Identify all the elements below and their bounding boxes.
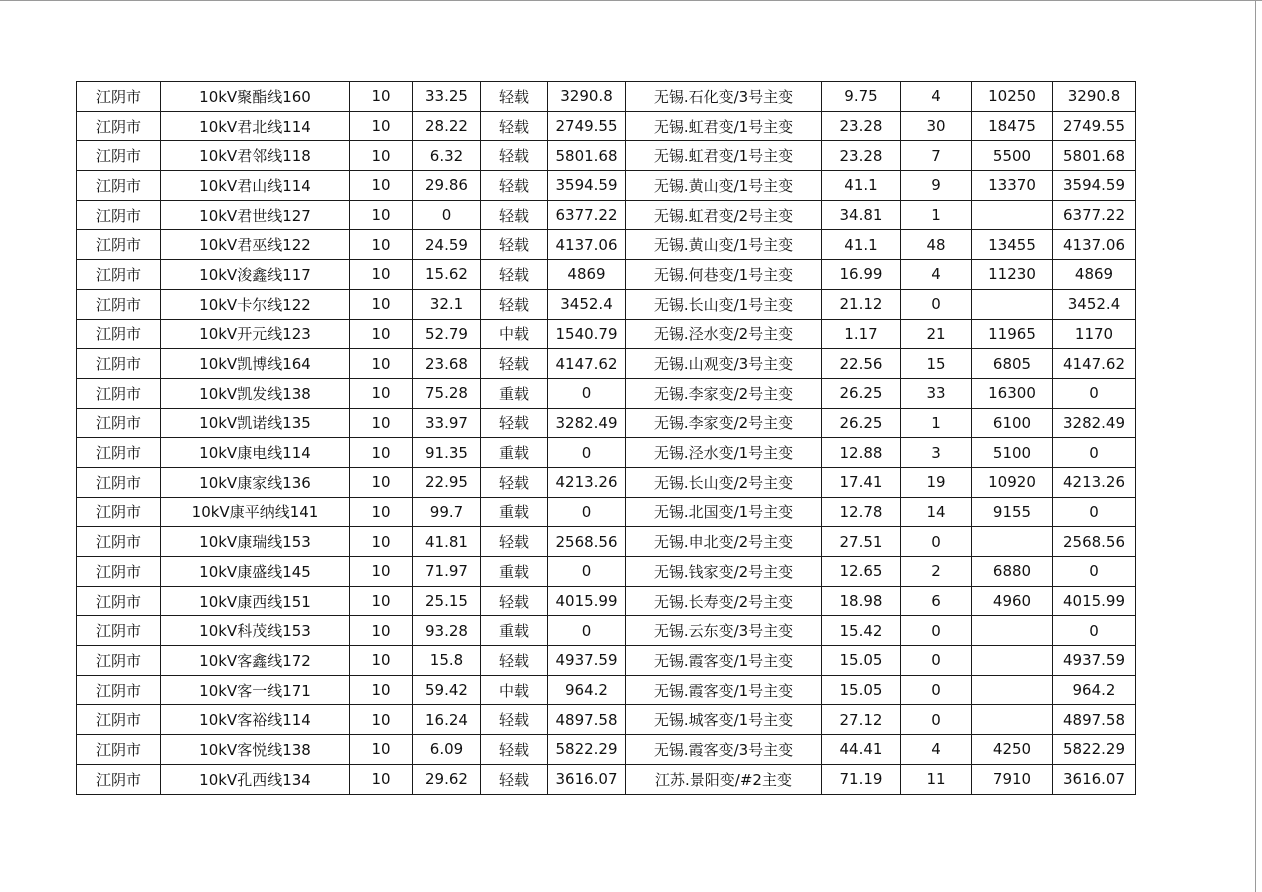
main-transformer-cell: 无锡.霞客变/3号主变 (626, 735, 822, 765)
table-row (77, 616, 1136, 646)
transformer-rate-cell: 23.28 (822, 141, 901, 171)
capacity-cell: 2749.55 (548, 111, 626, 141)
transformer-rate-cell: 27.51 (822, 527, 901, 557)
load-status-cell: 轻载 (481, 705, 548, 735)
rated-capacity-cell: 6805 (972, 349, 1053, 379)
load-rate-cell: 32.1 (413, 289, 481, 319)
rated-capacity-cell: 5100 (972, 438, 1053, 468)
voltage-cell: 10 (350, 349, 413, 379)
main-transformer-cell: 无锡.长山变/1号主变 (626, 289, 822, 319)
capacity-cell: 4015.99 (548, 586, 626, 616)
count-cell: 11 (901, 764, 972, 794)
table-row (77, 289, 1136, 319)
load-rate-cell: 52.79 (413, 319, 481, 349)
capacity-cell: 3616.07 (548, 764, 626, 794)
rated-capacity-cell: 13370 (972, 171, 1053, 201)
table-row (77, 586, 1136, 616)
feeder-line-cell: 10kV康家线136 (161, 467, 350, 497)
feeder-line-cell: 10kV聚酯线160 (161, 82, 350, 112)
city-cell: 江阴市 (77, 646, 161, 676)
available-capacity-cell: 964.2 (1053, 675, 1136, 705)
load-rate-cell: 0 (413, 200, 481, 230)
feeder-line-cell: 10kV康瑞线153 (161, 527, 350, 557)
main-transformer-cell: 无锡.长山变/2号主变 (626, 467, 822, 497)
load-rate-cell: 29.62 (413, 764, 481, 794)
capacity-cell: 3594.59 (548, 171, 626, 201)
voltage-cell: 10 (350, 467, 413, 497)
city-cell: 江阴市 (77, 260, 161, 290)
load-status-cell: 轻载 (481, 141, 548, 171)
city-cell: 江阴市 (77, 349, 161, 379)
page-right-border (1255, 0, 1256, 892)
rated-capacity-cell (972, 200, 1053, 230)
load-rate-cell: 29.86 (413, 171, 481, 201)
available-capacity-cell: 5822.29 (1053, 735, 1136, 765)
table-row (77, 378, 1136, 408)
city-cell: 江阴市 (77, 735, 161, 765)
capacity-cell: 3282.49 (548, 408, 626, 438)
rated-capacity-cell: 9155 (972, 497, 1053, 527)
table-row (77, 705, 1136, 735)
voltage-cell: 10 (350, 111, 413, 141)
load-rate-cell: 59.42 (413, 675, 481, 705)
count-cell: 0 (901, 289, 972, 319)
table-row (77, 141, 1136, 171)
table-row (77, 82, 1136, 112)
transformer-rate-cell: 26.25 (822, 378, 901, 408)
feeder-line-cell: 10kV凯诺线135 (161, 408, 350, 438)
load-status-cell: 轻载 (481, 260, 548, 290)
transformer-rate-cell: 18.98 (822, 586, 901, 616)
feeder-line-cell: 10kV客悦线138 (161, 735, 350, 765)
available-capacity-cell: 3282.49 (1053, 408, 1136, 438)
capacity-cell: 4937.59 (548, 646, 626, 676)
rated-capacity-cell (972, 527, 1053, 557)
voltage-cell: 10 (350, 171, 413, 201)
load-rate-cell: 91.35 (413, 438, 481, 468)
rated-capacity-cell: 4960 (972, 586, 1053, 616)
available-capacity-cell: 4897.58 (1053, 705, 1136, 735)
table-row (77, 260, 1136, 290)
count-cell: 7 (901, 141, 972, 171)
count-cell: 9 (901, 171, 972, 201)
voltage-cell: 10 (350, 675, 413, 705)
count-cell: 48 (901, 230, 972, 260)
load-rate-cell: 93.28 (413, 616, 481, 646)
main-transformer-cell: 无锡.何巷变/1号主变 (626, 260, 822, 290)
main-transformer-cell: 无锡.申北变/2号主变 (626, 527, 822, 557)
load-status-cell: 轻载 (481, 646, 548, 676)
city-cell: 江阴市 (77, 675, 161, 705)
available-capacity-cell: 0 (1053, 557, 1136, 587)
feeder-line-cell: 10kV君北线114 (161, 111, 350, 141)
table-row (77, 764, 1136, 794)
transformer-rate-cell: 12.65 (822, 557, 901, 587)
rated-capacity-cell: 6100 (972, 408, 1053, 438)
transformer-rate-cell: 9.75 (822, 82, 901, 112)
load-rate-cell: 23.68 (413, 349, 481, 379)
capacity-cell: 1540.79 (548, 319, 626, 349)
load-rate-cell: 75.28 (413, 378, 481, 408)
load-rate-cell: 15.8 (413, 646, 481, 676)
load-rate-cell: 24.59 (413, 230, 481, 260)
rated-capacity-cell: 16300 (972, 378, 1053, 408)
voltage-cell: 10 (350, 557, 413, 587)
table-row (77, 557, 1136, 587)
table-row (77, 527, 1136, 557)
voltage-cell: 10 (350, 438, 413, 468)
feeder-line-cell: 10kV凯博线164 (161, 349, 350, 379)
voltage-cell: 10 (350, 289, 413, 319)
main-transformer-cell: 无锡.泾水变/2号主变 (626, 319, 822, 349)
transformer-rate-cell: 27.12 (822, 705, 901, 735)
main-transformer-cell: 无锡.虹君变/2号主变 (626, 200, 822, 230)
city-cell: 江阴市 (77, 230, 161, 260)
table-body (77, 82, 1136, 795)
voltage-cell: 10 (350, 705, 413, 735)
rated-capacity-cell: 5500 (972, 141, 1053, 171)
capacity-cell: 0 (548, 378, 626, 408)
capacity-cell: 0 (548, 497, 626, 527)
feeder-line-cell: 10kV凯发线138 (161, 378, 350, 408)
voltage-cell: 10 (350, 82, 413, 112)
count-cell: 0 (901, 705, 972, 735)
voltage-cell: 10 (350, 764, 413, 794)
table-row (77, 675, 1136, 705)
voltage-cell: 10 (350, 497, 413, 527)
city-cell: 江阴市 (77, 408, 161, 438)
count-cell: 4 (901, 82, 972, 112)
city-cell: 江阴市 (77, 319, 161, 349)
rated-capacity-cell: 11230 (972, 260, 1053, 290)
available-capacity-cell: 4937.59 (1053, 646, 1136, 676)
feeder-line-cell: 10kV君邻线118 (161, 141, 350, 171)
rated-capacity-cell (972, 675, 1053, 705)
voltage-cell: 10 (350, 200, 413, 230)
table-row (77, 497, 1136, 527)
transformer-rate-cell: 12.88 (822, 438, 901, 468)
main-transformer-cell: 无锡.云东变/3号主变 (626, 616, 822, 646)
load-rate-cell: 6.32 (413, 141, 481, 171)
transformer-rate-cell: 16.99 (822, 260, 901, 290)
capacity-cell: 3290.8 (548, 82, 626, 112)
count-cell: 21 (901, 319, 972, 349)
count-cell: 15 (901, 349, 972, 379)
load-status-cell: 重载 (481, 557, 548, 587)
available-capacity-cell: 5801.68 (1053, 141, 1136, 171)
feeder-line-cell: 10kV君巫线122 (161, 230, 350, 260)
capacity-cell: 0 (548, 438, 626, 468)
city-cell: 江阴市 (77, 705, 161, 735)
transformer-rate-cell: 23.28 (822, 111, 901, 141)
rated-capacity-cell: 10920 (972, 467, 1053, 497)
feeder-line-cell: 10kV开元线123 (161, 319, 350, 349)
feeder-line-cell: 10kV君山线114 (161, 171, 350, 201)
load-rate-cell: 16.24 (413, 705, 481, 735)
available-capacity-cell: 0 (1053, 497, 1136, 527)
count-cell: 33 (901, 378, 972, 408)
available-capacity-cell: 3452.4 (1053, 289, 1136, 319)
table-row (77, 319, 1136, 349)
load-status-cell: 中载 (481, 675, 548, 705)
count-cell: 2 (901, 557, 972, 587)
load-status-cell: 重载 (481, 438, 548, 468)
city-cell: 江阴市 (77, 438, 161, 468)
rated-capacity-cell: 4250 (972, 735, 1053, 765)
available-capacity-cell: 0 (1053, 616, 1136, 646)
available-capacity-cell: 1170 (1053, 319, 1136, 349)
feeder-load-table (76, 81, 1136, 795)
voltage-cell: 10 (350, 230, 413, 260)
voltage-cell: 10 (350, 616, 413, 646)
load-status-cell: 轻载 (481, 289, 548, 319)
capacity-cell: 4897.58 (548, 705, 626, 735)
available-capacity-cell: 6377.22 (1053, 200, 1136, 230)
main-transformer-cell: 无锡.泾水变/1号主变 (626, 438, 822, 468)
capacity-cell: 3452.4 (548, 289, 626, 319)
load-status-cell: 轻载 (481, 764, 548, 794)
feeder-line-cell: 10kV浚鑫线117 (161, 260, 350, 290)
feeder-line-cell: 10kV科茂线153 (161, 616, 350, 646)
city-cell: 江阴市 (77, 141, 161, 171)
load-status-cell: 轻载 (481, 408, 548, 438)
main-transformer-cell: 无锡.霞客变/1号主变 (626, 675, 822, 705)
main-transformer-cell: 无锡.山观变/3号主变 (626, 349, 822, 379)
transformer-rate-cell: 21.12 (822, 289, 901, 319)
load-status-cell: 轻载 (481, 171, 548, 201)
available-capacity-cell: 4137.06 (1053, 230, 1136, 260)
rated-capacity-cell: 13455 (972, 230, 1053, 260)
feeder-line-cell: 10kV客一线171 (161, 675, 350, 705)
table-row (77, 408, 1136, 438)
rated-capacity-cell (972, 616, 1053, 646)
capacity-cell: 4137.06 (548, 230, 626, 260)
load-status-cell: 轻载 (481, 735, 548, 765)
main-transformer-cell: 无锡.长寿变/2号主变 (626, 586, 822, 616)
city-cell: 江阴市 (77, 200, 161, 230)
available-capacity-cell: 4147.62 (1053, 349, 1136, 379)
table-row (77, 230, 1136, 260)
load-rate-cell: 33.25 (413, 82, 481, 112)
rated-capacity-cell: 10250 (972, 82, 1053, 112)
voltage-cell: 10 (350, 260, 413, 290)
voltage-cell: 10 (350, 646, 413, 676)
transformer-rate-cell: 41.1 (822, 171, 901, 201)
count-cell: 0 (901, 675, 972, 705)
city-cell: 江阴市 (77, 378, 161, 408)
main-transformer-cell: 无锡.石化变/3号主变 (626, 82, 822, 112)
load-rate-cell: 15.62 (413, 260, 481, 290)
count-cell: 1 (901, 408, 972, 438)
transformer-rate-cell: 71.19 (822, 764, 901, 794)
city-cell: 江阴市 (77, 616, 161, 646)
city-cell: 江阴市 (77, 82, 161, 112)
count-cell: 0 (901, 616, 972, 646)
voltage-cell: 10 (350, 319, 413, 349)
load-status-cell: 轻载 (481, 586, 548, 616)
table-row (77, 646, 1136, 676)
table-row (77, 467, 1136, 497)
rated-capacity-cell (972, 705, 1053, 735)
page-top-border (0, 0, 1262, 1)
main-transformer-cell: 无锡.霞客变/1号主变 (626, 646, 822, 676)
count-cell: 19 (901, 467, 972, 497)
voltage-cell: 10 (350, 586, 413, 616)
load-rate-cell: 22.95 (413, 467, 481, 497)
feeder-line-cell: 10kV君世线127 (161, 200, 350, 230)
main-transformer-cell: 无锡.李家变/2号主变 (626, 408, 822, 438)
available-capacity-cell: 4869 (1053, 260, 1136, 290)
feeder-line-cell: 10kV孔西线134 (161, 764, 350, 794)
capacity-cell: 0 (548, 616, 626, 646)
table-row (77, 438, 1136, 468)
available-capacity-cell: 0 (1053, 378, 1136, 408)
city-cell: 江阴市 (77, 111, 161, 141)
rated-capacity-cell: 7910 (972, 764, 1053, 794)
voltage-cell: 10 (350, 141, 413, 171)
voltage-cell: 10 (350, 735, 413, 765)
load-rate-cell: 28.22 (413, 111, 481, 141)
main-transformer-cell: 无锡.钱家变/2号主变 (626, 557, 822, 587)
load-rate-cell: 25.15 (413, 586, 481, 616)
feeder-line-cell: 10kV客裕线114 (161, 705, 350, 735)
rated-capacity-cell (972, 646, 1053, 676)
transformer-rate-cell: 41.1 (822, 230, 901, 260)
available-capacity-cell: 3616.07 (1053, 764, 1136, 794)
load-rate-cell: 41.81 (413, 527, 481, 557)
main-transformer-cell: 无锡.城客变/1号主变 (626, 705, 822, 735)
available-capacity-cell: 4213.26 (1053, 467, 1136, 497)
voltage-cell: 10 (350, 527, 413, 557)
count-cell: 1 (901, 200, 972, 230)
transformer-rate-cell: 22.56 (822, 349, 901, 379)
main-transformer-cell: 无锡.黄山变/1号主变 (626, 230, 822, 260)
capacity-cell: 5801.68 (548, 141, 626, 171)
load-status-cell: 轻载 (481, 467, 548, 497)
transformer-rate-cell: 34.81 (822, 200, 901, 230)
available-capacity-cell: 4015.99 (1053, 586, 1136, 616)
transformer-rate-cell: 26.25 (822, 408, 901, 438)
transformer-rate-cell: 15.05 (822, 675, 901, 705)
capacity-cell: 5822.29 (548, 735, 626, 765)
main-transformer-cell: 无锡.虹君变/1号主变 (626, 111, 822, 141)
feeder-line-cell: 10kV康盛线145 (161, 557, 350, 587)
capacity-cell: 4147.62 (548, 349, 626, 379)
capacity-cell: 4869 (548, 260, 626, 290)
city-cell: 江阴市 (77, 289, 161, 319)
available-capacity-cell: 3290.8 (1053, 82, 1136, 112)
feeder-line-cell: 10kV康西线151 (161, 586, 350, 616)
feeder-line-cell: 10kV康平纳线141 (161, 497, 350, 527)
city-cell: 江阴市 (77, 171, 161, 201)
load-status-cell: 轻载 (481, 200, 548, 230)
table-row (77, 735, 1136, 765)
count-cell: 30 (901, 111, 972, 141)
rated-capacity-cell: 11965 (972, 319, 1053, 349)
load-rate-cell: 99.7 (413, 497, 481, 527)
load-status-cell: 重载 (481, 616, 548, 646)
load-status-cell: 中载 (481, 319, 548, 349)
transformer-rate-cell: 15.42 (822, 616, 901, 646)
city-cell: 江阴市 (77, 557, 161, 587)
available-capacity-cell: 3594.59 (1053, 171, 1136, 201)
table-row (77, 349, 1136, 379)
table-row (77, 111, 1136, 141)
count-cell: 14 (901, 497, 972, 527)
capacity-cell: 4213.26 (548, 467, 626, 497)
load-rate-cell: 33.97 (413, 408, 481, 438)
city-cell: 江阴市 (77, 497, 161, 527)
main-transformer-cell: 江苏.景阳变/#2主变 (626, 764, 822, 794)
feeder-line-cell: 10kV卡尔线122 (161, 289, 350, 319)
rated-capacity-cell: 18475 (972, 111, 1053, 141)
count-cell: 4 (901, 735, 972, 765)
main-transformer-cell: 无锡.虹君变/1号主变 (626, 141, 822, 171)
feeder-line-cell: 10kV客鑫线172 (161, 646, 350, 676)
available-capacity-cell: 0 (1053, 438, 1136, 468)
load-status-cell: 轻载 (481, 82, 548, 112)
load-rate-cell: 71.97 (413, 557, 481, 587)
available-capacity-cell: 2749.55 (1053, 111, 1136, 141)
rated-capacity-cell (972, 289, 1053, 319)
capacity-cell: 964.2 (548, 675, 626, 705)
city-cell: 江阴市 (77, 467, 161, 497)
voltage-cell: 10 (350, 408, 413, 438)
count-cell: 6 (901, 586, 972, 616)
voltage-cell: 10 (350, 378, 413, 408)
load-status-cell: 轻载 (481, 349, 548, 379)
count-cell: 0 (901, 527, 972, 557)
table-row (77, 200, 1136, 230)
load-status-cell: 重载 (481, 378, 548, 408)
table-row (77, 171, 1136, 201)
city-cell: 江阴市 (77, 586, 161, 616)
load-status-cell: 轻载 (481, 111, 548, 141)
city-cell: 江阴市 (77, 527, 161, 557)
main-transformer-cell: 无锡.北国变/1号主变 (626, 497, 822, 527)
capacity-cell: 0 (548, 557, 626, 587)
load-rate-cell: 6.09 (413, 735, 481, 765)
feeder-line-cell: 10kV康电线114 (161, 438, 350, 468)
count-cell: 3 (901, 438, 972, 468)
transformer-rate-cell: 44.41 (822, 735, 901, 765)
transformer-rate-cell: 15.05 (822, 646, 901, 676)
load-status-cell: 重载 (481, 497, 548, 527)
transformer-rate-cell: 12.78 (822, 497, 901, 527)
city-cell: 江阴市 (77, 764, 161, 794)
transformer-rate-cell: 1.17 (822, 319, 901, 349)
load-status-cell: 轻载 (481, 230, 548, 260)
count-cell: 4 (901, 260, 972, 290)
transformer-rate-cell: 17.41 (822, 467, 901, 497)
rated-capacity-cell: 6880 (972, 557, 1053, 587)
load-status-cell: 轻载 (481, 527, 548, 557)
main-transformer-cell: 无锡.李家变/2号主变 (626, 378, 822, 408)
count-cell: 0 (901, 646, 972, 676)
available-capacity-cell: 2568.56 (1053, 527, 1136, 557)
capacity-cell: 2568.56 (548, 527, 626, 557)
main-transformer-cell: 无锡.黄山变/1号主变 (626, 171, 822, 201)
capacity-cell: 6377.22 (548, 200, 626, 230)
